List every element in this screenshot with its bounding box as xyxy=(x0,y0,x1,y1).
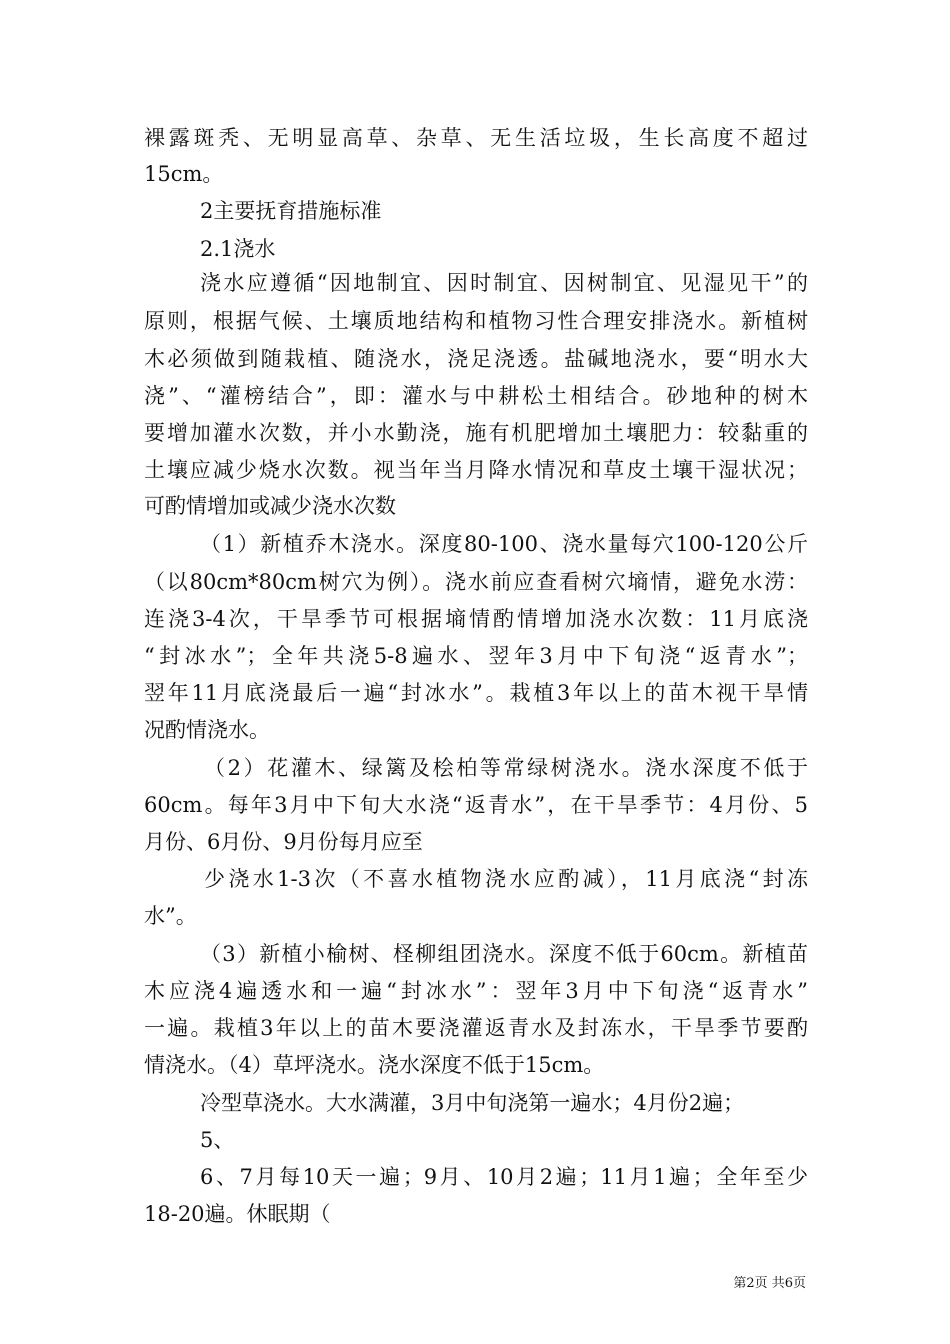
text-line: 情浇水。（4）草坪浇水。浇水深度不低于15cm。 xyxy=(144,1053,605,1077)
text-line: （2）花灌木、绿篱及桧柏等常绿树浇水。浇水深度不低于 xyxy=(204,756,808,780)
text-line: 土壤应减少烧水次数。视当年当月降水情况和草皮土壤干湿状况； xyxy=(144,458,808,482)
subsection-heading: 2.1浇水 xyxy=(200,237,276,261)
text-line: 60cm。每年3月中下旬大水浇“返青水”，在干旱季节：4月份、5 xyxy=(144,793,808,817)
text-line: 浇水应遵循“因地制宜、因时制宜、因树制宜、见湿见干”的 xyxy=(200,271,808,295)
text-line: 5、 xyxy=(200,1128,235,1152)
text-line: （3）新植小榆树、柽柳组团浇水。深度不低于60cm。新植苗 xyxy=(200,942,808,966)
text-line: 原则，根据气候、土壤质地结构和植物习性合理安排浇水。新植树 xyxy=(144,309,808,333)
section-heading: 2主要抚育措施标准 xyxy=(200,199,382,223)
text-line: 况酌情浇水。 xyxy=(144,718,270,742)
text-line: 少浇水1-3次（不喜水植物浇水应酌减），11月底浇“封冻 xyxy=(204,867,808,891)
text-line: 水”。 xyxy=(144,904,197,928)
text-line: 18-20遍。休眠期（ xyxy=(144,1202,331,1226)
text-line: 6、7月每10天一遍；9月、10月2遍；11月1遍；全年至少 xyxy=(200,1165,808,1189)
text-line: 冷型草浇水。大水满灌，3月中旬浇第一遍水；4月份2遍； xyxy=(200,1091,745,1115)
text-line: 15cm。 xyxy=(144,162,224,186)
text-line: “封冰水”；全年共浇5-8遍水、翌年3月中下旬浇“返青水”； xyxy=(144,644,808,668)
text-line: 可酌情增加或减少浇水次数 xyxy=(144,494,396,518)
text-line: 裸露斑秃、无明显高草、杂草、无生活垃圾，生长高度不超过 xyxy=(144,126,808,150)
text-line: 一遍。栽植3年以上的苗木要浇灌返青水及封冻水，干旱季节要酌 xyxy=(144,1016,808,1040)
text-line: 月份、6月份、9月份每月应至 xyxy=(144,830,423,854)
text-line: 连浇3-4次，干旱季节可根据墒情酌情增加浇水次数：11月底浇 xyxy=(144,607,808,631)
text-line: 木应浇4遍透水和一遍“封冰水”：翌年3月中下旬浇“返青水” xyxy=(144,979,808,1003)
text-line: 翌年11月底浇最后一遍“封冰水”。栽植3年以上的苗木视干旱情 xyxy=(144,681,808,705)
text-line: （1）新植乔木浇水。深度80-100、浇水量每穴100-120公斤 xyxy=(200,532,808,556)
text-line: （以80cm*80cm树穴为例）。浇水前应查看树穴墒情，避免水涝： xyxy=(144,570,808,594)
text-line: 要增加灌水次数，并小水勤浇，施有机肥增加土壤肥力：较黏重的 xyxy=(144,421,808,445)
page-number: 第2页 共6页 xyxy=(733,1276,806,1291)
text-line: 木必须做到随栽植、随浇水，浇足浇透。盐碱地浇水，要“明水大 xyxy=(144,347,808,371)
text-line: 浇”、“灌榜结合”，即：灌水与中耕松土相结合。砂地种的树木 xyxy=(144,384,808,408)
